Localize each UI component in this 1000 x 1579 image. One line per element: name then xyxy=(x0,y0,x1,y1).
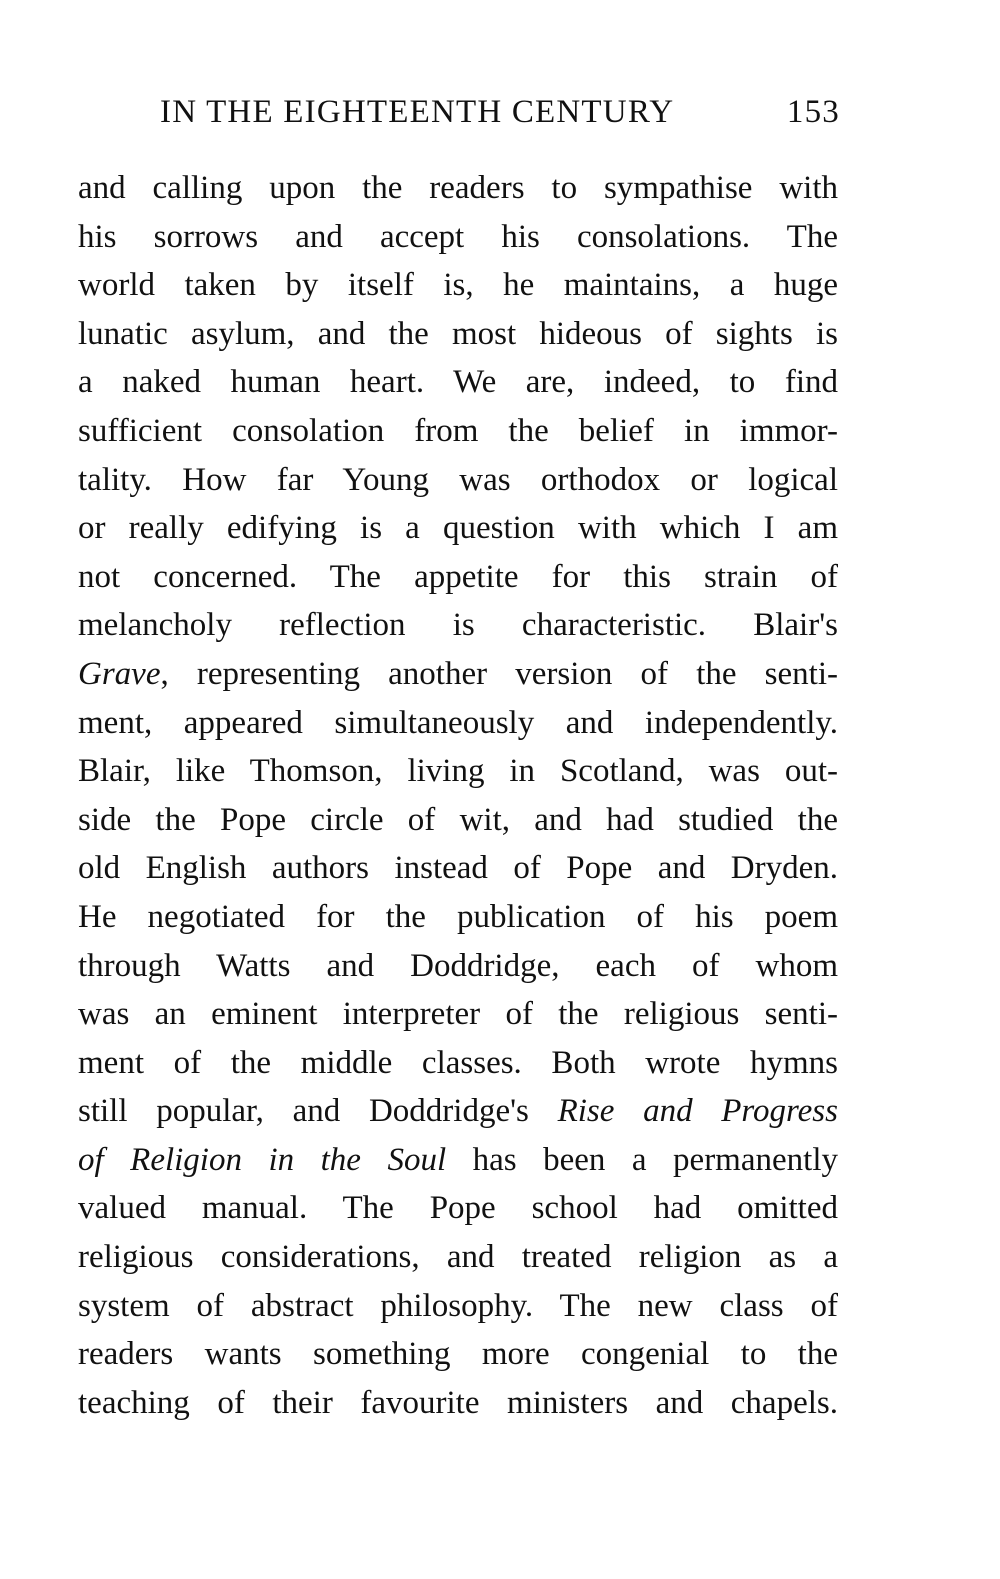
text-segment: ment of the middle classes. Both wrote hymns xyxy=(78,1044,838,1081)
text-segment: valued manual. The Pope school had omitted xyxy=(78,1190,838,1227)
text-line xyxy=(78,601,838,650)
italic-title-text: of Religion in the Soul xyxy=(78,1141,447,1178)
text-segment: has been a permanently xyxy=(446,1141,838,1178)
text-line xyxy=(78,650,838,699)
text-line xyxy=(78,844,838,893)
text-line xyxy=(78,699,838,748)
text-segment: , representing another version of the senti- xyxy=(160,655,838,692)
text-line xyxy=(78,358,838,407)
text-segment: sufficient consolation from the belief in immor- xyxy=(78,412,838,449)
text-line xyxy=(78,747,838,796)
text-segment: through Watts and Doddridge, each of whom xyxy=(78,947,838,984)
text-segment: system of abstract philosophy. The new class of xyxy=(78,1287,838,1324)
text-line xyxy=(78,407,838,456)
text-line xyxy=(78,796,838,845)
text-segment: world taken by itself is, he maintains, a huge xyxy=(78,267,838,304)
text-line xyxy=(78,893,838,942)
page-number: 153 xyxy=(786,94,840,130)
text-line xyxy=(78,1184,838,1233)
text-segment: and calling upon the readers to sympathise with xyxy=(78,170,838,206)
text-segment: still popular, and Doddridge's xyxy=(78,1093,558,1130)
text-line xyxy=(78,213,838,262)
text-segment: readers wants something more congenial to the xyxy=(78,1336,838,1373)
text-line xyxy=(78,1233,838,1282)
text-line xyxy=(78,1282,838,1331)
text-segment: old English authors instead of Pope and Dryden. xyxy=(78,850,838,887)
text-segment: not concerned. The appetite for this strain of xyxy=(78,558,838,595)
text-segment: teaching of their favourite ministers and chapels. xyxy=(78,1384,838,1421)
text-line xyxy=(78,1136,838,1185)
body-text xyxy=(78,164,838,1427)
text-line xyxy=(78,990,838,1039)
text-segment: melancholy reflection is characteristic. Blair's xyxy=(78,607,838,644)
text-line xyxy=(78,942,838,991)
text-segment: Blair, like Thomson, living in Scotland, was out- xyxy=(78,753,838,790)
text-line xyxy=(78,164,838,213)
text-segment: side the Pope circle of wit, and had studied the xyxy=(78,801,838,838)
running-title: IN THE EIGHTEENTH CENTURY xyxy=(160,94,675,130)
text-segment: was an eminent interpreter of the religious senti- xyxy=(78,996,838,1033)
text-segment: or really edifying is a question with which I am xyxy=(78,510,838,547)
text-line xyxy=(78,261,838,310)
text-line xyxy=(78,1039,838,1088)
text-segment: his sorrows and accept his consolations. The xyxy=(78,218,838,255)
text-line xyxy=(78,553,838,602)
italic-title-text: Grave xyxy=(78,655,161,692)
text-segment: lunatic asylum, and the most hideous of sights is xyxy=(78,315,838,352)
text-segment: ment, appeared simultaneously and independently. xyxy=(78,704,838,741)
text-segment: He negotiated for the publication of his poem xyxy=(78,898,838,935)
text-segment: religious considerations, and treated religion as a xyxy=(78,1239,838,1276)
running-head xyxy=(160,94,840,138)
text-line xyxy=(78,456,838,505)
text-line xyxy=(78,310,838,359)
text-line xyxy=(78,1330,838,1379)
text-line xyxy=(78,1087,838,1136)
text-line xyxy=(78,1379,838,1428)
text-line xyxy=(78,504,838,553)
italic-title-text: Rise and Progress xyxy=(557,1093,838,1130)
text-segment: tality. How far Young was orthodox or logical xyxy=(78,461,838,498)
text-segment: a naked human heart. We are, indeed, to find xyxy=(78,364,838,401)
